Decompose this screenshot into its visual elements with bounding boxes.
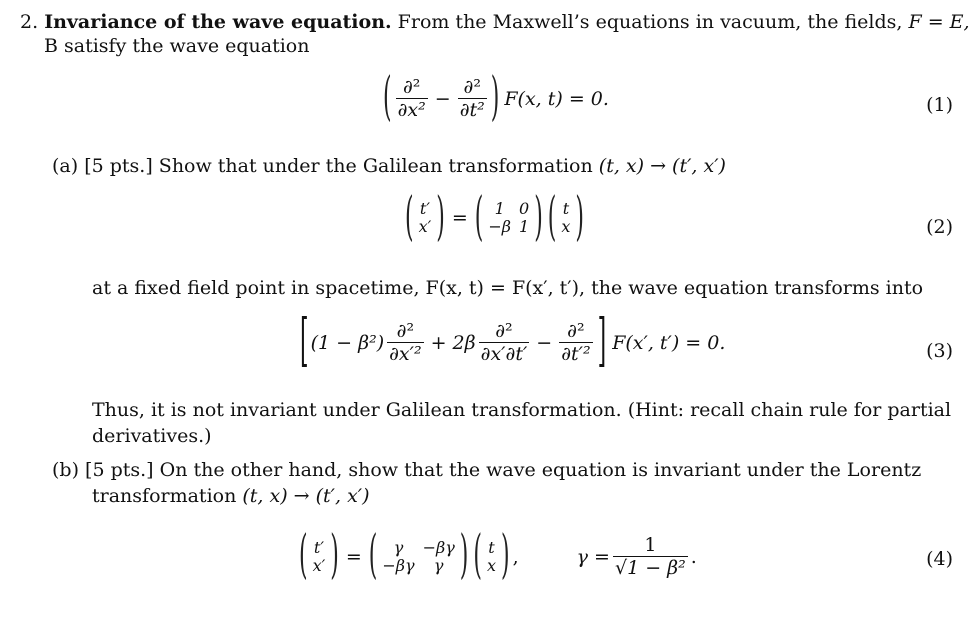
intro-fields: F = E, (908, 11, 970, 33)
part-b-transform: (t, x) → (t′, x′) (242, 485, 370, 507)
eq4-m12: −βγ (422, 537, 455, 557)
eq1-label: (1) (926, 94, 953, 116)
part-a-text: Show that under the Galilean transformation (158, 155, 593, 177)
eq3-label: (3) (926, 340, 953, 362)
eq4-m11: γ (393, 537, 404, 557)
eq2-m11: 1 (494, 199, 505, 218)
part-b-line2 (92, 484, 370, 508)
part-b-points: [5 pts.] (85, 459, 154, 481)
eq2-m22: 1 (519, 217, 530, 236)
equation-3: [ (1 − β²) $\frac{\text{∂²}}{\text{∂x′²}}$ + 2β $\frac{\text{∂²}}{\partial x'\partial t'}$ − $\frac{\text{∂²}}{\text{∂t′²}}$ ] F(x′, t′) = 0. (300, 310, 726, 375)
eq4-rhs-x: x (486, 555, 497, 575)
eq4-lhs-t: t′ (313, 537, 324, 557)
eq3-term2-num: ∂² (479, 320, 530, 343)
eq2-lhs-x: x′ (418, 217, 432, 236)
eq3-tail: F(x′, t′) = 0. (612, 331, 726, 354)
eq1-tail: F(x, t) = 0. (504, 87, 609, 110)
eq4-m21: −βγ (382, 555, 415, 575)
part-a-transform: (t, x) → (t′, x′) (598, 155, 726, 177)
eq4-gamma-num: 1 (613, 534, 688, 557)
eq3-term1-num: ∂² (387, 320, 423, 343)
eq2-m21: −β (488, 217, 512, 236)
eq2-lhs-t: t′ (419, 199, 430, 218)
eq1-numerator-2: ∂² (458, 76, 487, 99)
eq2-rhs-t: t (562, 199, 570, 218)
part-a-after: at a fixed field point in spacetime, F(x, t) = F(x′, t′), the wave equation transforms into (92, 277, 924, 299)
problem-title: Invariance of the wave equation. (44, 11, 392, 33)
eq3-term3-num: ∂² (559, 320, 592, 343)
eq1-denominator-x: ∂x² (397, 99, 426, 121)
part-a-line1 (52, 154, 726, 178)
eq3-term2-den: ∂x′∂t′ (480, 343, 528, 365)
problem-header (20, 10, 970, 34)
part-a-conclusion-1: Thus, it is not invariant under Galilean transformation. (Hint: recall chain rule for partial (92, 399, 952, 421)
part-b-label: (b) (52, 459, 79, 481)
problem-intro-line2: B satisfy the wave equation (44, 35, 310, 57)
eq1-numerator-1: ∂² (396, 76, 428, 99)
eq2-m12: 0 (519, 199, 530, 218)
equation-1: ( $\frac{\text{∂²}}{\text{∂x²}}$ − $\frac{\text{∂²}}{\text{∂t²}}$ ) F(x, t) = 0. (383, 68, 609, 129)
part-b-line1 (52, 458, 921, 482)
eq3-term1-den: ∂x′² (389, 343, 422, 365)
equation-2: ( t′ x′ ) = ( 1 0 −β 1 ) ( t x ) (405, 188, 585, 248)
eq4-gamma-den: √1 − β² (614, 557, 686, 579)
eq3-term3-den: ∂t′² (561, 343, 591, 365)
eq1-denominator-t: ∂t² (459, 99, 485, 121)
eq4-rhs-t: t (488, 537, 495, 557)
equation-4: ( t′ x′ ) = ( γ −βγ −βγ γ ) ( t x ) , γ = $\frac{1}{\text{√1 − β²}}$ . (299, 526, 697, 587)
eq4-m22: γ (433, 555, 444, 575)
part-b-text-2: transformation (92, 485, 237, 507)
part-a-points: [5 pts.] (84, 155, 153, 177)
problem-intro: From the Maxwell’s equations in vacuum, the fields, (397, 11, 903, 33)
part-a-conclusion-2: derivatives.) (92, 425, 212, 447)
eq2-label: (2) (926, 216, 953, 238)
eq2-rhs-x: x (561, 217, 571, 236)
part-b-text: On the other hand, show that the wave equation is invariant under the Lorentz (159, 459, 922, 481)
eq4-lhs-x: x′ (312, 555, 326, 575)
part-a-label: (a) (52, 155, 79, 177)
eq3-term2-prefix: + 2β (430, 331, 476, 354)
eq4-label: (4) (926, 548, 953, 570)
problem-number: 2. (20, 11, 39, 33)
eq3-term1-prefix: (1 − β²) (310, 331, 385, 354)
eq4-gamma-lhs: γ = (576, 545, 610, 568)
